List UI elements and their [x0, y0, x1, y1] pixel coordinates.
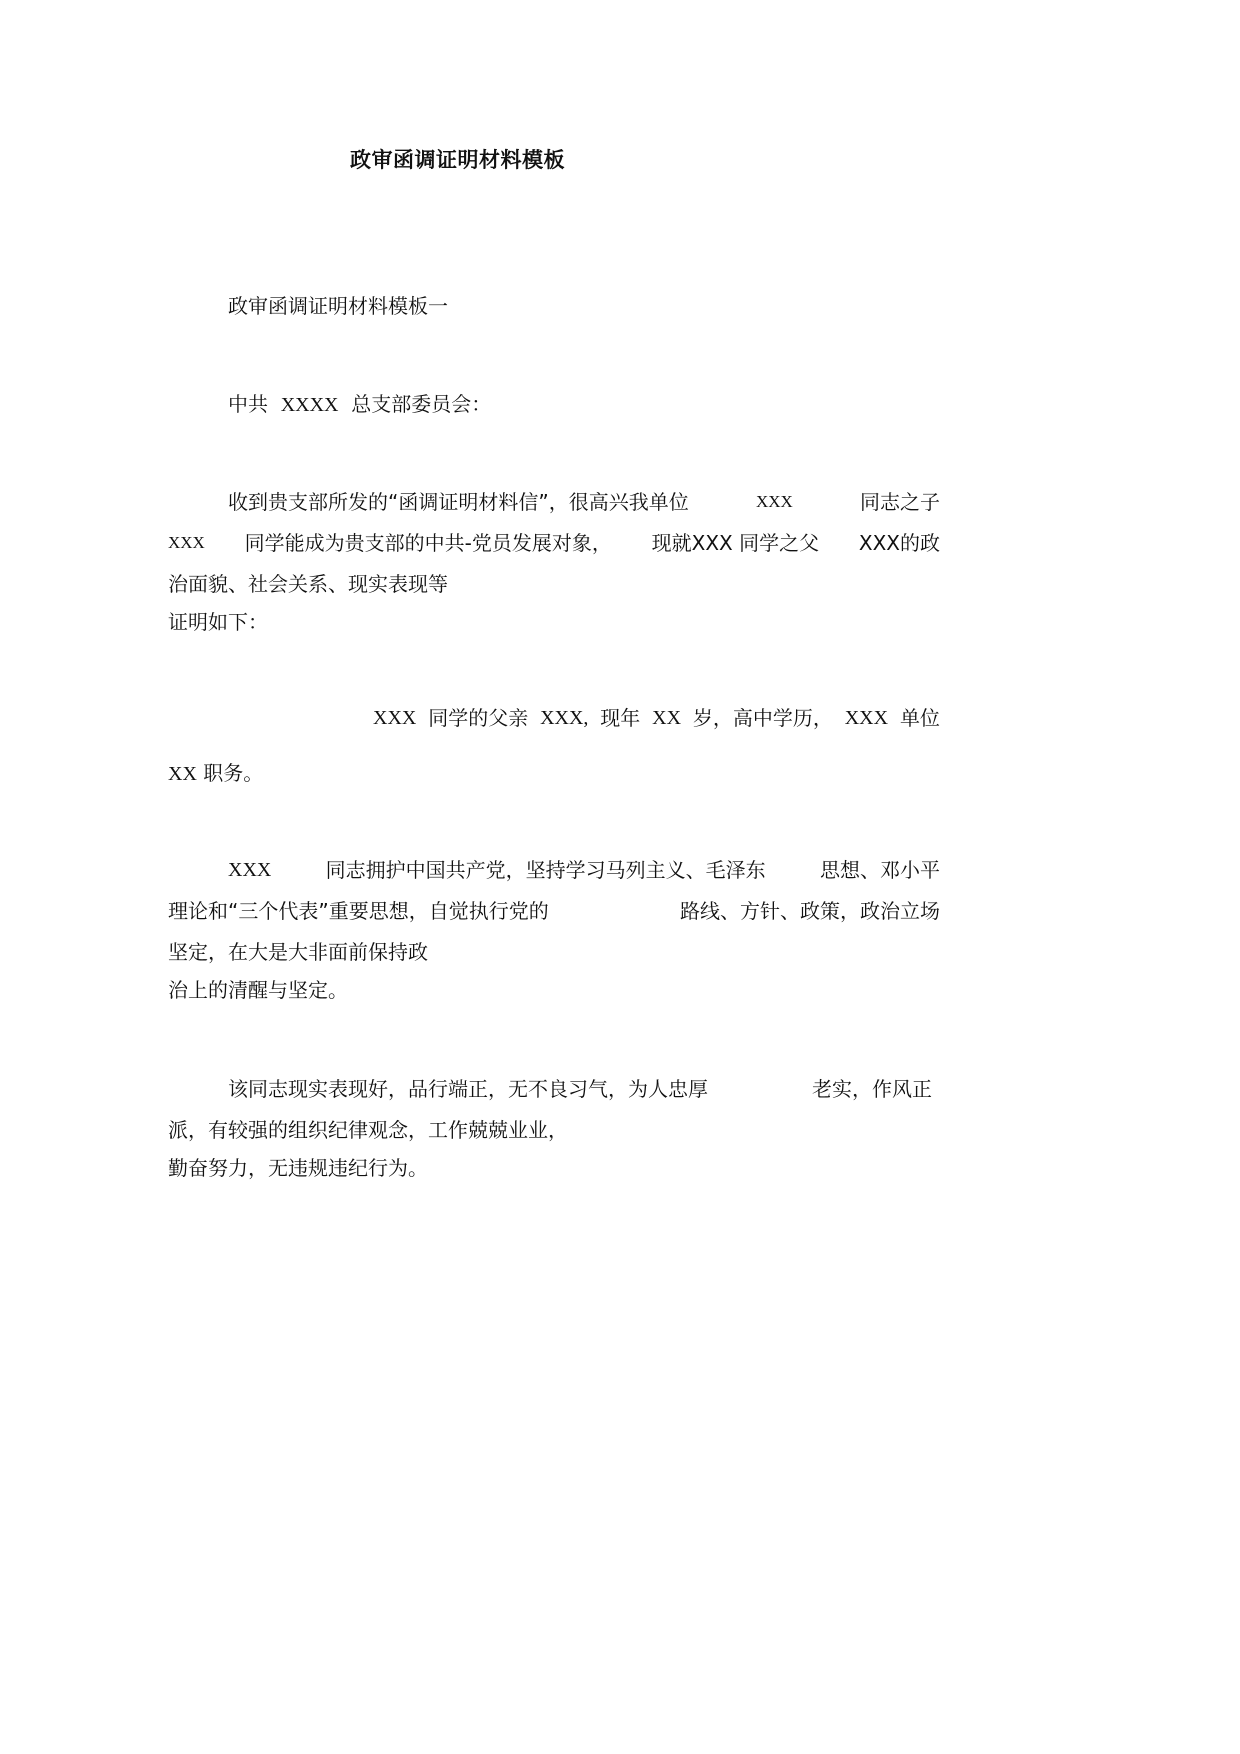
para2-text: 职务。	[203, 761, 264, 785]
salutation-post: 总支部委员会：	[351, 392, 492, 416]
para3-text: 思想、邓小平	[820, 858, 940, 882]
para3-line2	[168, 898, 940, 924]
para3-text: 理论和“三个代表”重要思想，自觉执行党的	[168, 899, 549, 923]
para1-line4: 证明如下：	[168, 610, 268, 634]
para4-text: 老实，作风正	[812, 1077, 932, 1101]
para4-line1	[228, 1076, 932, 1102]
salutation-pre: 中共	[228, 392, 268, 416]
placeholder-xxx: XXX	[168, 533, 205, 552]
para1-line3: 治面貌、社会关系、现实表现等	[168, 572, 448, 596]
para2-text: 现年	[600, 706, 641, 730]
para2-text: 岁，高中学历，	[692, 706, 833, 730]
placeholder-xxx: XXX,	[540, 707, 589, 729]
para1-line1	[228, 489, 940, 515]
placeholder-xxx: XXX	[844, 707, 889, 729]
para1-text: 收到贵支部所发的“函调证明材料信”，很高兴我单位	[228, 490, 689, 514]
placeholder-xxx: XXX	[228, 859, 272, 881]
placeholder-xxx: XXX	[373, 707, 417, 729]
para1-text: 同志之子	[859, 490, 940, 514]
para1-text: XXX的政	[858, 531, 940, 555]
para3-text: 同志拥护中国共产党，坚持学习马列主义、毛泽东	[325, 858, 766, 882]
para3-text: 路线、方针、政策，政治立场	[680, 899, 940, 923]
para2-text: 单位	[899, 706, 940, 730]
para2-line2	[168, 760, 263, 787]
para1-line2	[168, 530, 940, 556]
para2-line1	[373, 705, 940, 731]
para3-line3: 坚定，在大是大非面前保持政	[168, 940, 428, 964]
section-heading: 政审函调证明材料模板一	[228, 294, 448, 318]
salutation-code: XXXX	[280, 394, 339, 416]
para3-line4: 治上的清醒与坚定。	[168, 978, 348, 1002]
para1-text: 现就XXX 同学之父	[651, 531, 820, 555]
placeholder-xx: XX	[168, 763, 197, 785]
placeholder-xx: XX	[652, 707, 682, 729]
para3-line1	[228, 857, 940, 883]
para4-text: 该同志现实表现好，品行端正，无不良习气，为人忠厚	[228, 1077, 708, 1101]
para4-line2: 派，有较强的组织纪律观念，工作兢兢业业，	[168, 1118, 568, 1142]
para2-text: 同学的父亲	[428, 706, 529, 730]
para4-line3: 勤奋努力，无违规违纪行为。	[168, 1156, 428, 1180]
document-title: 政审函调证明材料模板	[350, 148, 565, 172]
para1-text: 同学能成为贵支部的中共-党员发展对象，	[244, 531, 612, 555]
placeholder-xxx: XXX	[755, 492, 793, 511]
salutation	[228, 391, 491, 418]
